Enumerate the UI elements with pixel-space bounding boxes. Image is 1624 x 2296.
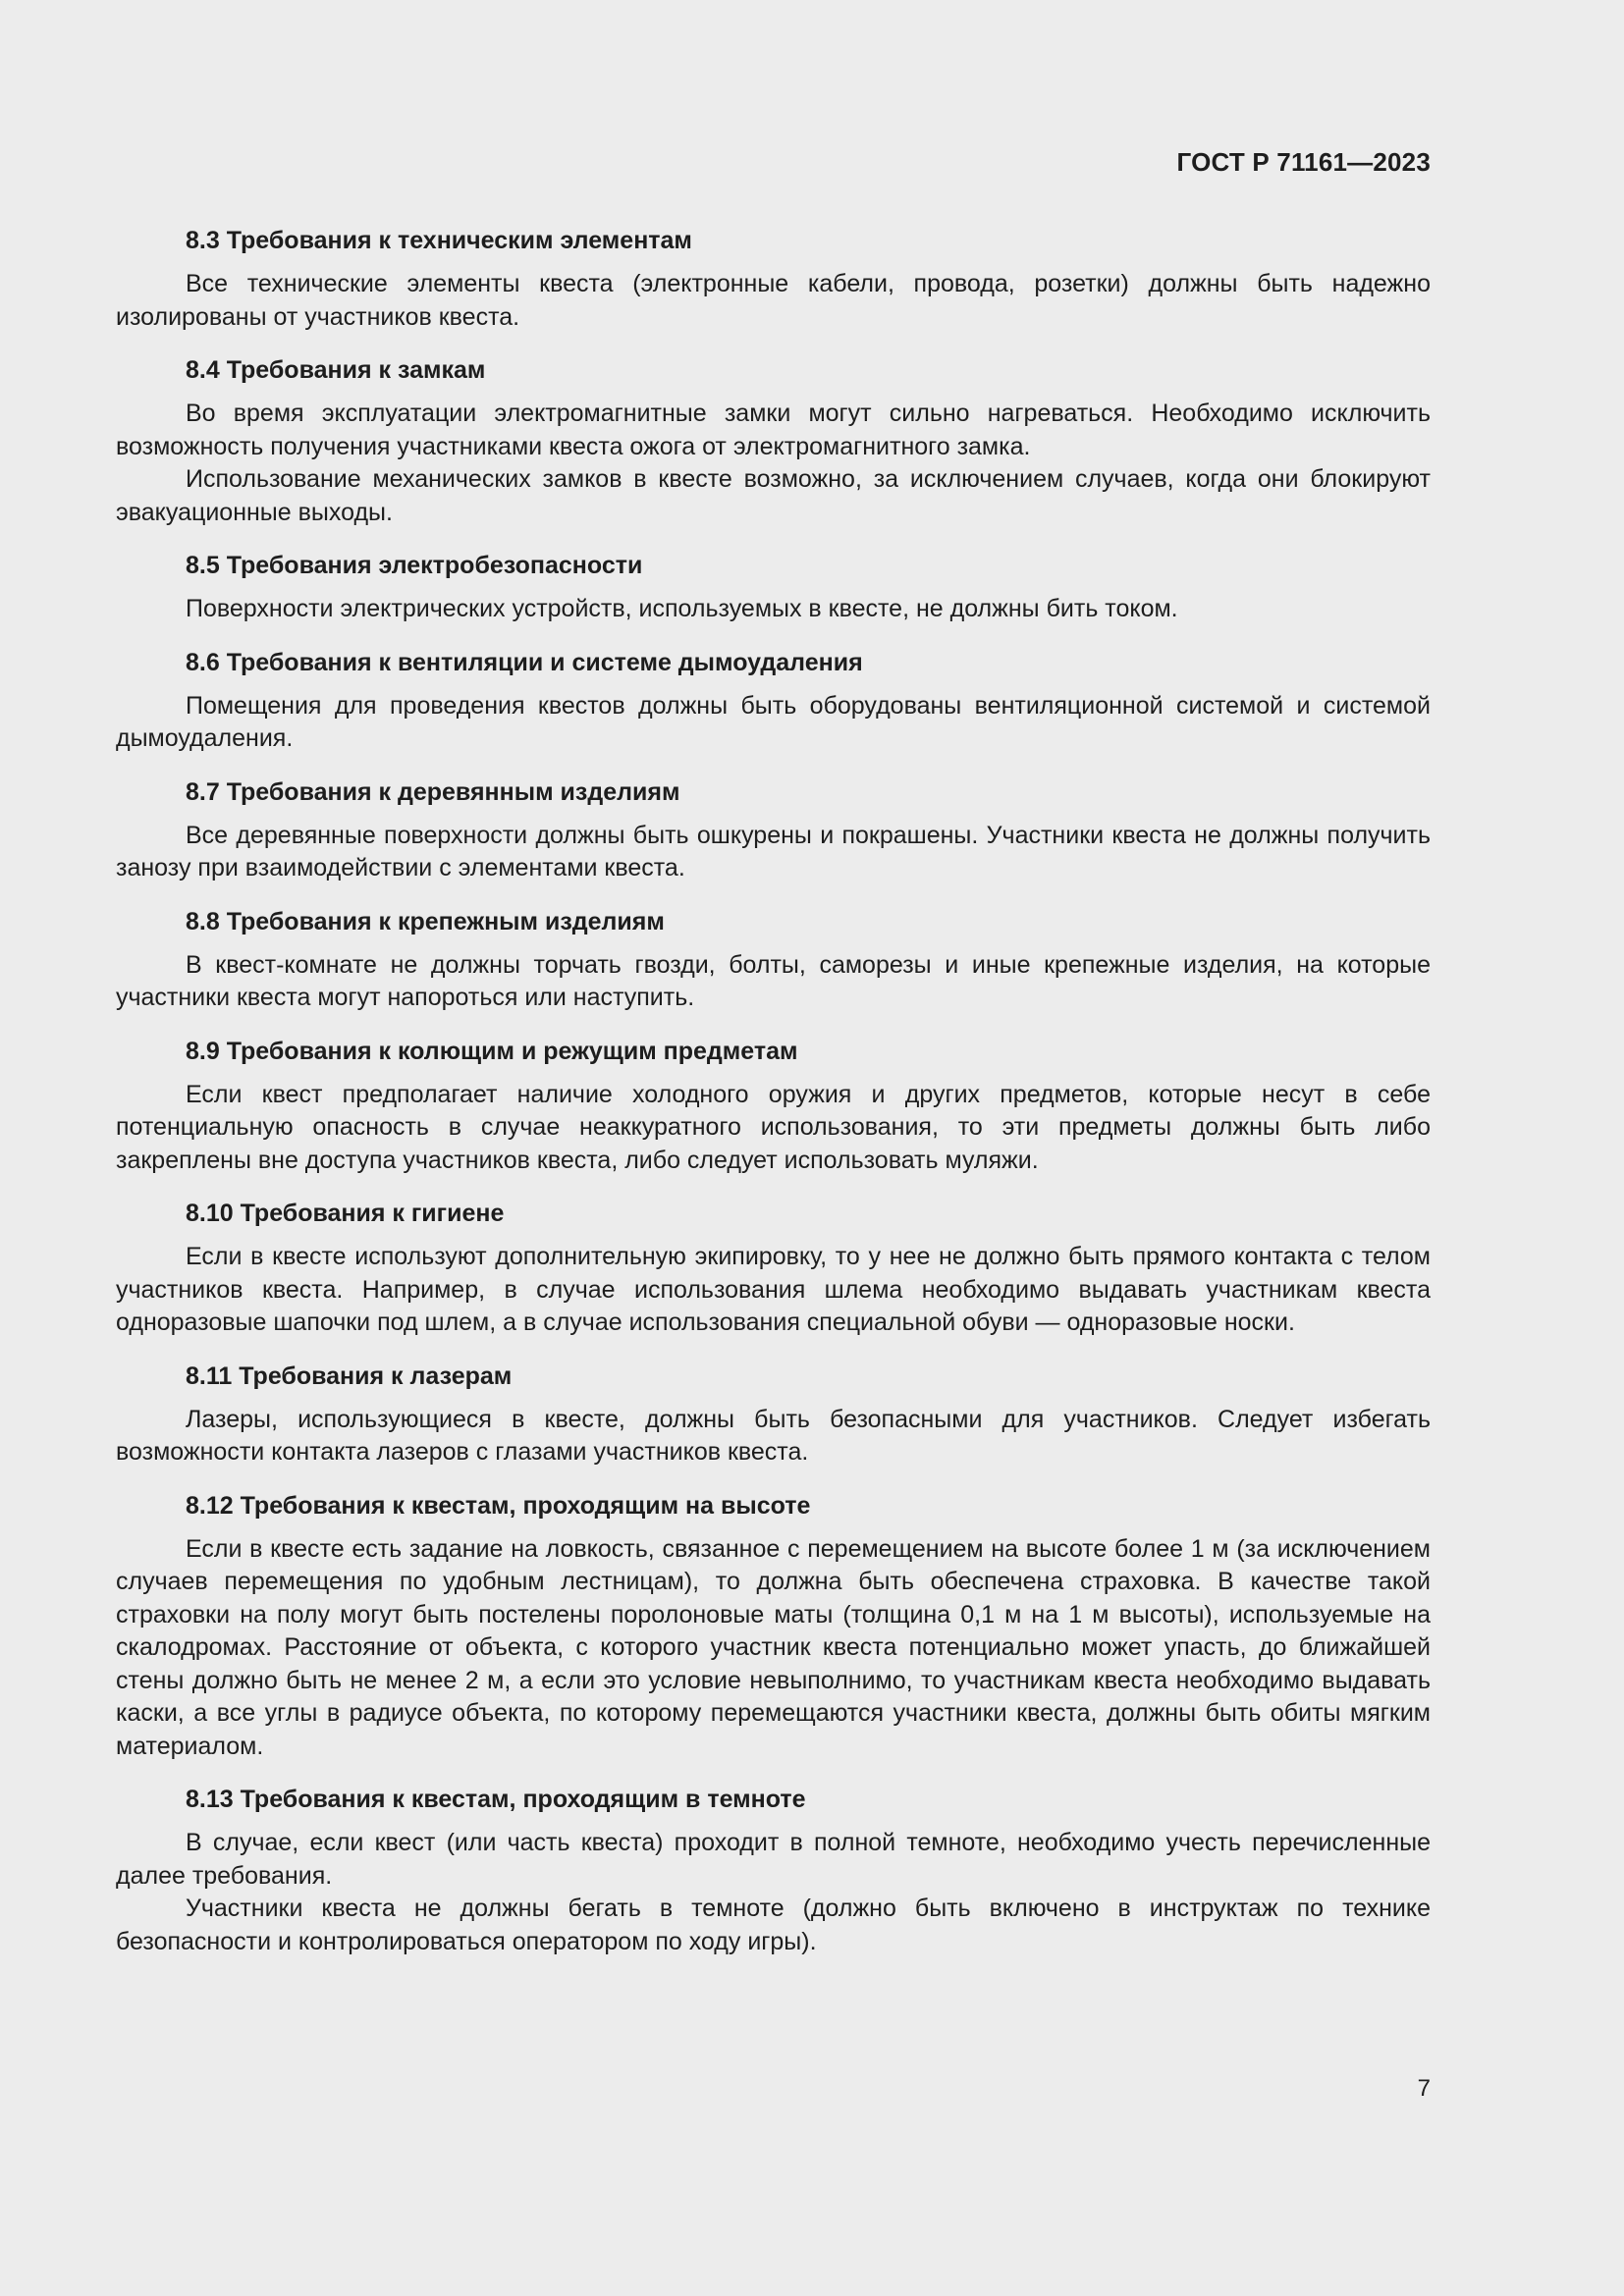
section-paragraph: Если в квесте есть задание на ловкость, связанное с перемещением на высоте более 1 м (за исключением случаев перемещения по удобным лестницам), то должна быть обеспечена страховка. В качестве такой страховки на полу могут быть постелены поролоновые маты (толщина 0,1 м на 1 м высоты), используемые на скалодромах. Расстояние от объекта, с которого участник квеста потенциально может упасть, до ближайшей стены должно быть не менее 2 м, а если это условие невыполнимо, то участникам квеста необходимо выдавать каски, а все углы в радиусе объекта, по которому перемещаются участники квеста, должны быть обиты мягким материалом. (116, 1534, 1431, 1760)
section-paragraph: Поверхности электрических устройств, используемых в квесте, не должны бить током. (186, 595, 1178, 622)
section-8-3 (116, 224, 1431, 334)
section-title: 8.12 Требования к квестам, проходящим на высоте (186, 1491, 811, 1520)
section-paragraph: Использование механических замков в квесте возможно, за исключением случаев, когда они блокируют эвакуационные выходы. (116, 465, 1431, 526)
section-paragraph: Лазеры, использующиеся в квесте, должны быть безопасными для участников. Следует избегать возможности контакта лазеров с глазами участников квеста. (116, 1405, 1431, 1466)
section-8-13 (116, 1783, 1431, 1958)
section-title: 8.5 Требования электробезопасности (186, 552, 643, 579)
section-paragraph: Если квест предполагает наличие холодного оружия и других предметов, которые несут в себе потенциальную опасность в случае неаккуратного использования, то эти предметы должны быть либо закреплены вне доступа участников квеста, либо следует использовать муляжи. (116, 1080, 1431, 1174)
section-8-7 (116, 775, 1431, 885)
section-paragraph: Во время эксплуатации электромагнитные замки могут сильно нагреваться. Необходимо исключить возможность получения участниками квеста ожога от электромагнитного замка. (116, 400, 1431, 460)
page-number: 7 (1417, 2075, 1431, 2102)
section-paragraph: Все технические элементы квеста (электронные кабели, провода, розетки) должны быть надежно изолированы от участников квеста. (116, 270, 1431, 331)
section-8-5 (116, 549, 1431, 626)
section-paragraph: Если в квесте используют дополнительную экипировку, то у нее не должно быть прямого контакта с телом участников квеста. Например, в случае использования шлема необходимо выдавать участникам квеста одноразовые шапочки под шлем, а в случае использования специальной обуви — одноразовые носки. (116, 1243, 1431, 1336)
section-paragraph: Помещения для проведения квестов должны быть оборудованы вентиляционной системой и системой дымоудаления. (116, 691, 1431, 752)
section-8-10 (116, 1197, 1431, 1340)
section-8-6 (116, 646, 1431, 756)
section-title: 8.6 Требования к вентиляции и системе дымоудаления (186, 648, 863, 676)
section-title: 8.8 Требования к крепежным изделиям (186, 907, 665, 935)
section-paragraph: Все деревянные поверхности должны быть ошкурены и покрашены. Участники квеста не должны получить занозу при взаимодействии с элементами квеста. (116, 821, 1431, 881)
section-title: 8.7 Требования к деревянным изделиям (186, 777, 680, 806)
section-title: 8.10 Требования к гигиене (186, 1200, 505, 1227)
section-title: 8.13 Требования к квестам, проходящим в темноте (186, 1786, 806, 1813)
document-page (116, 0, 1431, 2296)
section-8-9 (116, 1035, 1431, 1178)
section-paragraph: В квест-комнате не должны торчать гвозди, болты, саморезы и иные крепежные изделия, на которые участники квеста могут напороться или наступить. (116, 950, 1431, 1011)
document-header-id: ГОСТ Р 71161—2023 (1176, 147, 1431, 177)
section-title: 8.11 Требования к лазерам (186, 1362, 513, 1390)
document-body (116, 224, 1431, 1978)
section-8-12 (116, 1489, 1431, 1764)
section-title: 8.9 Требования к колющим и режущим предметам (186, 1037, 798, 1065)
section-8-4 (116, 353, 1431, 529)
section-paragraph: Участники квеста не должны бегать в темноте (должно быть включено в инструктаж по технике безопасности и контролироваться оператором по ходу игры). (116, 1895, 1431, 1955)
section-title: 8.4 Требования к замкам (186, 356, 486, 384)
section-8-11 (116, 1360, 1431, 1469)
section-title: 8.3 Требования к техническим элементам (186, 227, 692, 254)
section-paragraph: В случае, если квест (или часть квеста) проходит в полной темноте, необходимо учесть перечисленные далее требования. (116, 1829, 1431, 1890)
section-8-8 (116, 905, 1431, 1015)
